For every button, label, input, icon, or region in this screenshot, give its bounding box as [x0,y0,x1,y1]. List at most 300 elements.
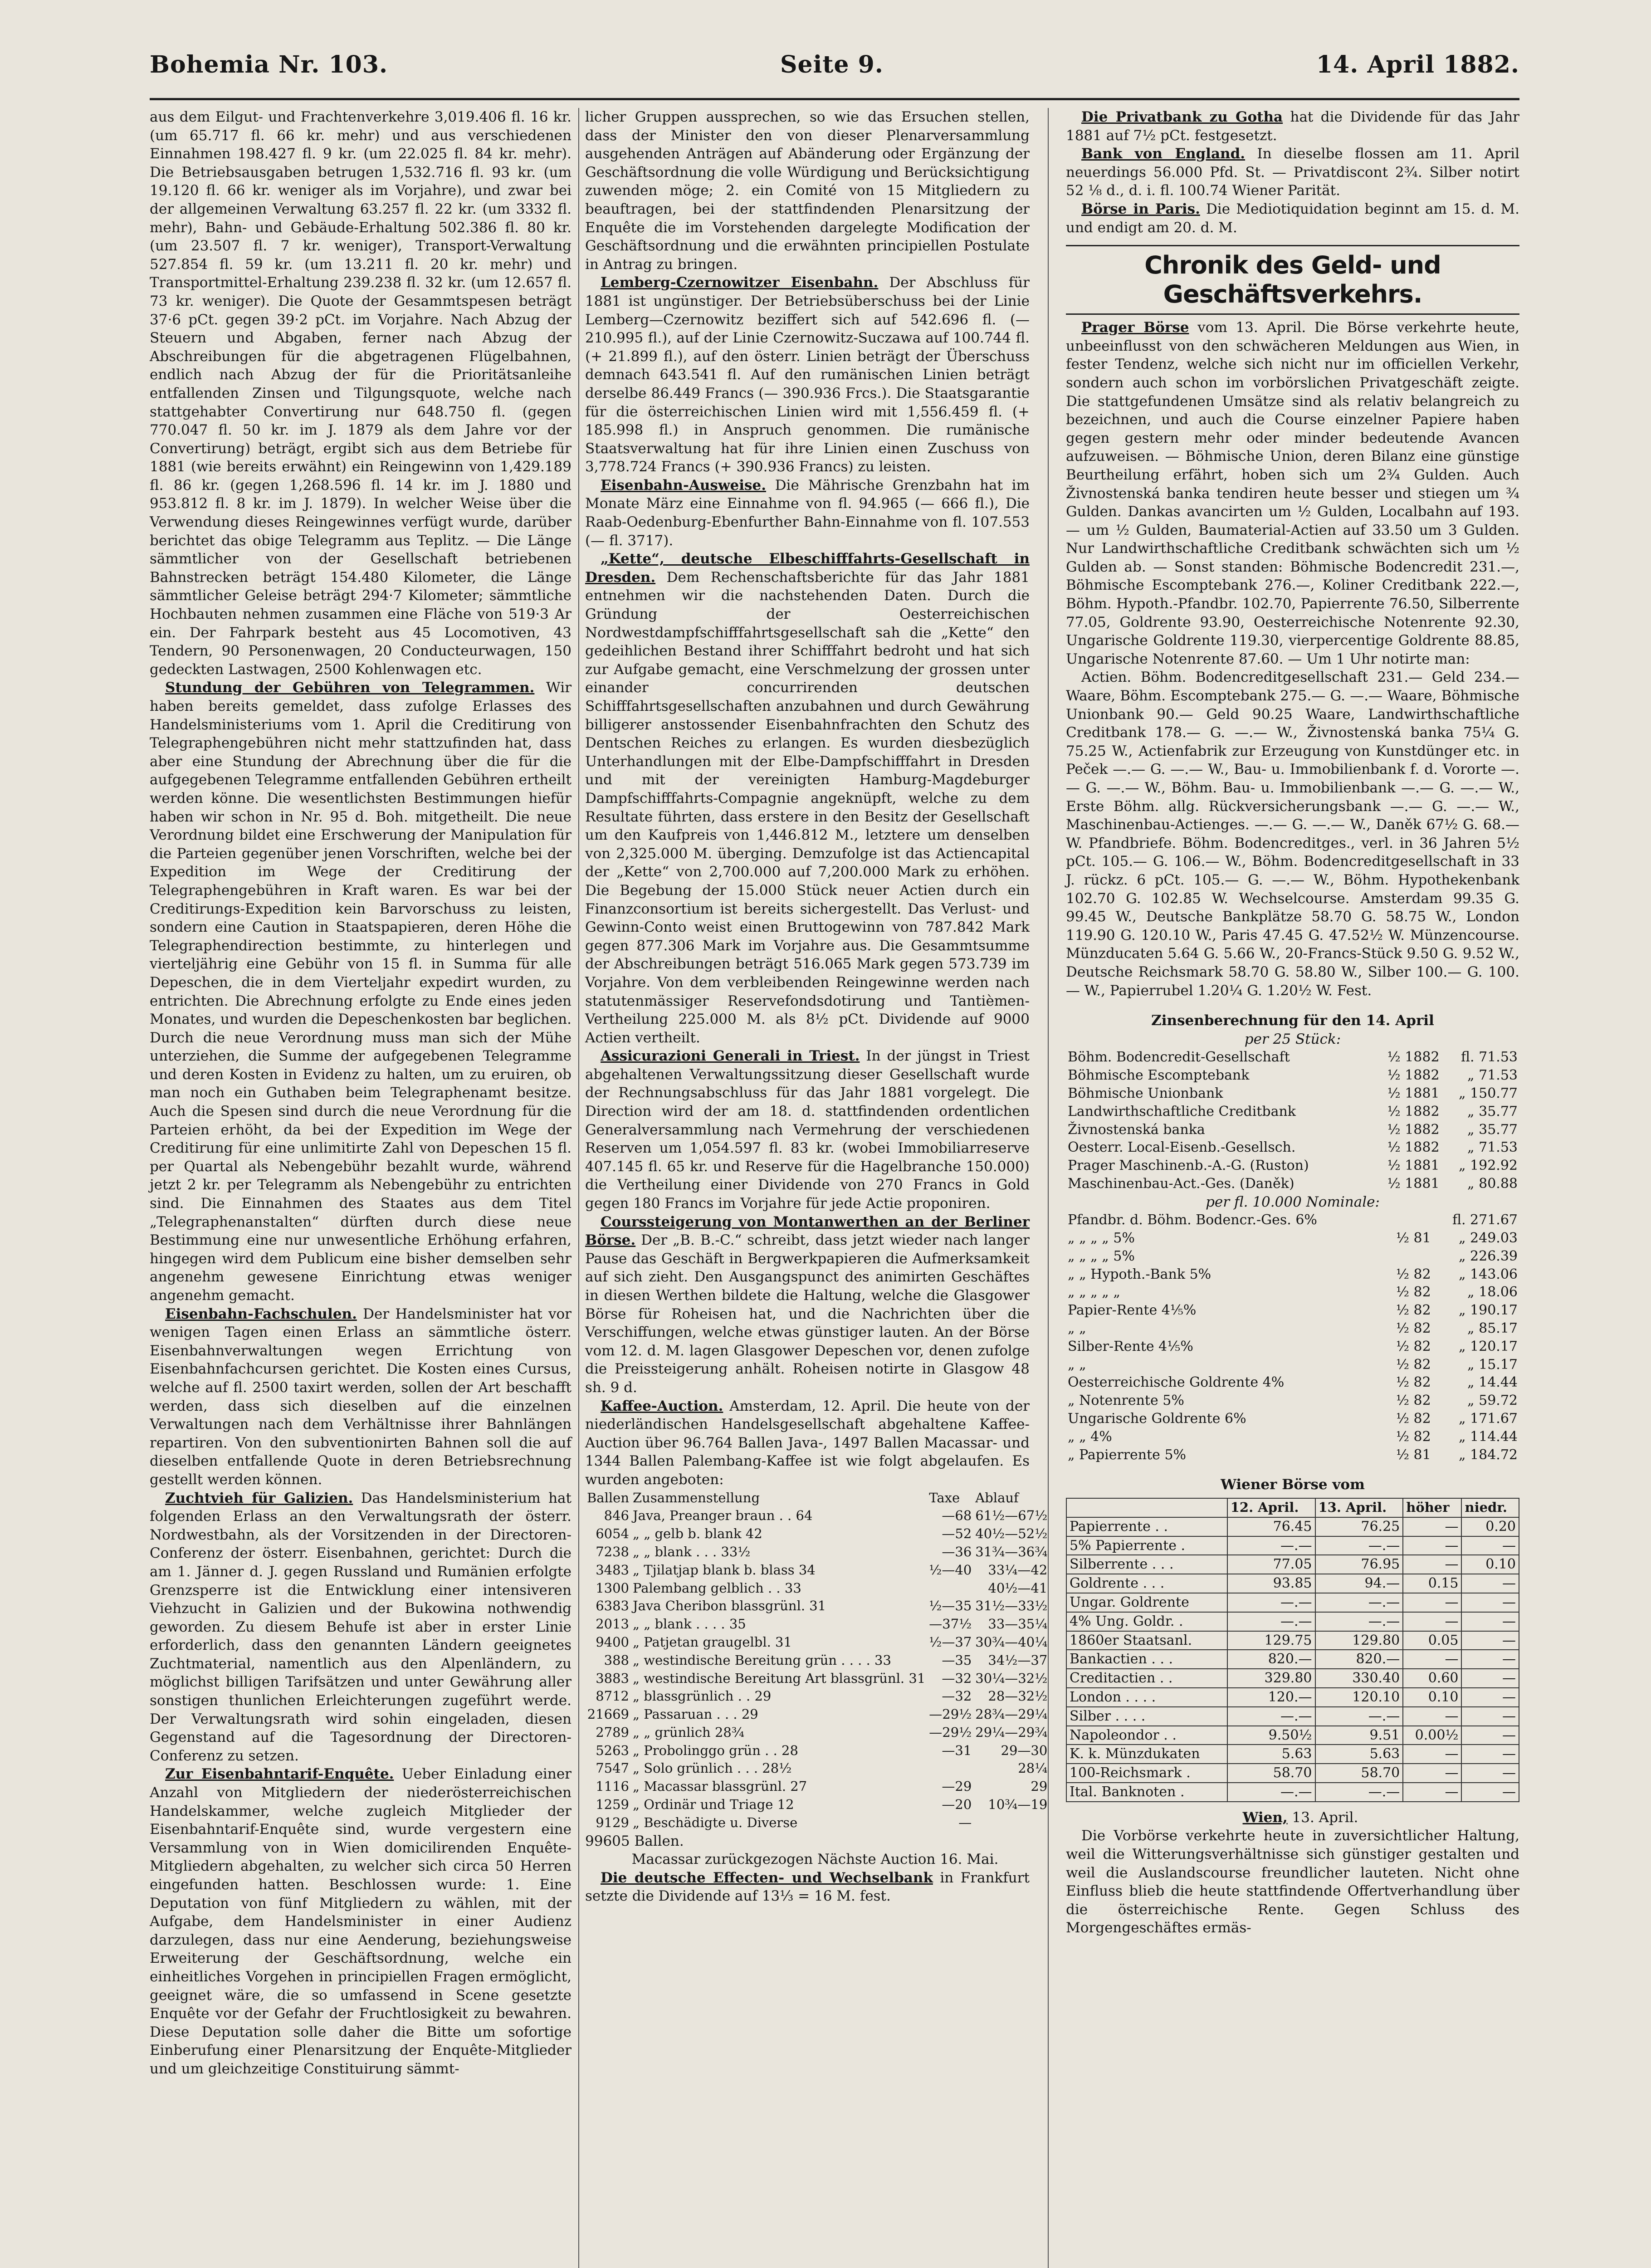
interest-table-bonds [1066,1211,1519,1464]
table-row [1066,1066,1519,1085]
table-cell: —.— [1315,1783,1403,1802]
table-cell: Papierrente . . [1066,1517,1227,1536]
table-cell: ½ 82 [1396,1374,1431,1391]
table-cell: — [1461,1764,1519,1783]
table-cell: „ 143.06 [1458,1266,1518,1282]
table-cell: 4% Ung. Goldr. . [1066,1612,1227,1631]
article-body: Der Abschluss für 1881 ist ungünstiger. Der Betriebsüberschuss bei der Linie Lemberg—Czernowitz beziffert sich auf 542.696 fl. (— 210.995 fl.), auf der Linie Czernowitz-Suczawa auf 100.744 fl. (+ 21.899 fl.), auf den österr. Linien beträgt der Überschuss demnach 643.541 fl. Auf den rumänischen Linien beträgt derselbe 86.449 Francs (— 390.936 Frcs.). Die Staatsgarantie für die österreichischen Linien wird mit 1,556.459 fl. (+ 185.998 fl.) in Anspruch genommen. Die rumänische Staatsverwaltung hat für ihre Linien einen Zuschuss von 3,778.724 Francs (+ 390.936 Francs) zu leisten. [585,274,1030,475]
table-cell [1384,1247,1433,1266]
table-cell: — [1403,1555,1461,1574]
table-header-cell [1066,1498,1227,1517]
article-tariff-enquete [150,1765,572,2078]
table-cell: ½—40 [929,1562,972,1578]
article-heading: Prager Börse [1081,319,1189,336]
table-cell: „ „ Hypoth.-Bank 5% [1068,1266,1211,1282]
column-3 [1066,108,1519,2268]
table-cell: — [1403,1536,1461,1555]
macassar-note: Macassar zurückgezogen Nächste Auction 16. Mai. [631,1851,999,1868]
table-cell: Creditactien . . [1066,1669,1227,1688]
table-cell: 820.— [1315,1650,1403,1669]
table-cell: 31½—33½ [975,1598,1048,1614]
table-cell: „ Patjetan graugelbl. 31 [633,1634,792,1650]
table-cell: —.— [1227,1536,1315,1555]
table-header-cell: 12. April. [1227,1498,1315,1517]
table-row [1066,1211,1519,1229]
table-cell: „ westindische Bereitung grün . . . . 33 [633,1652,891,1668]
table-cell: —31 [942,1742,972,1758]
vienna-bourse-table [1066,1498,1519,1802]
article-body: Die Mediotiquidation beginnt am 15. d. M. und endigt am 20. d. M. [1066,200,1519,236]
table-cell: 5% Papierrente . [1066,1536,1227,1555]
table-row [1066,1103,1519,1121]
table-cell: „ „ [1068,1356,1086,1373]
table-header-cell: Taxe [929,1490,960,1505]
table-cell: ½ 1881 [1387,1158,1440,1174]
table-cell: 40½—41 [988,1580,1048,1596]
table-cell: 93.85 [1227,1574,1315,1593]
article-heading: Stundung der Gebühren von Telegrammen. [165,679,535,696]
table-cell: fl. 271.67 [1452,1212,1518,1228]
table-cell: Java, Preanger braun . . 64 [633,1508,813,1524]
table-cell: 7547 [596,1760,629,1776]
article-heading: Die deutsche Effecten- und Wechselbank [601,1869,933,1886]
table-cell: — [1461,1688,1519,1707]
table-cell: ½ 82 [1396,1428,1431,1445]
table-row [1066,1085,1519,1103]
table-cell: 1860er Staatsanl. [1066,1631,1227,1650]
table-header-cell: Ablauf [975,1490,1019,1505]
issue-date: 14. April 1882. [1316,51,1519,78]
table-cell: ½—35 [929,1598,972,1614]
interest-table-title: Zinsenberechnung für den 14. April [1151,1012,1434,1029]
table-cell: „ „ „ „ 5% [1068,1230,1135,1246]
table-cell: 2789 [596,1724,629,1740]
table-cell: „ 226.39 [1458,1248,1518,1264]
table-row [1066,1612,1519,1631]
table-row [585,1615,1049,1633]
table-row [1066,1338,1519,1356]
newspaper-title: Bohemia Nr. 103. [150,51,388,78]
table-cell: 9.51 [1315,1726,1403,1745]
table-row [1066,1593,1519,1612]
table-cell: —52 [942,1526,972,1542]
table-cell: Živnostenská banka [1068,1121,1205,1138]
table-row [585,1778,1049,1796]
article-breeding-cattle [150,1489,572,1765]
table-cell: Böhm. Bodencredit-Gesellschaft [1068,1049,1290,1066]
table-cell: 5.63 [1315,1745,1403,1764]
table-cell: 29—30 [1001,1742,1048,1758]
table-row [585,1742,1049,1760]
article-body: Dem Rechenschaftsberichte für das Jahr 1881 entnehmen wir die nachstehenden Daten. Durch die Gründung der Oesterreichischen Nordwestdampfschifffahrtsgesellschaft sah die „Kette“ den gedeihlichen Bestand ihrer Schifffahrt bedroht und hat sich zur Aufgabe gemacht, eine Verschmelzung der grossen unter einander concurrirenden deutschen Schifffahrtsgesellschaften anzubahnen und durch Gewährung billigerer anstossender Eisenbahnfrachten den Schutz des Dentschen Reiches zu erlangen. Es wurden diesbezüglich Unterhandlungen mit der Elbe-Dampfschifffahrt in Dresden und mit der vereinigten Hamburg-Magdeburger Dampfschifffahrts-Compagnie angeknüpft, welche zu dem Resultate führten, dass erstere in den Besitz der Gesellschaft um den Kaufpreis von 1,446.812 M., letztere um denselben von 2,325.000 M. überging. Demzufolge ist das Actiencapital der „Kette“ von 2,700.000 auf 7,200.000 Mark zu erhöhen. Die Begebung der 15.000 Stück neuer Actien durch ein Finanzconsortium ist bereits sichergestellt. Das Verlust- und Gewinn-Conto weist einen Bruttogewinn von 787.842 Mark gegen 877.306 Mark im Vorjahre aus. Die Gesammtsumme der Abschreibungen beträgt 516.065 Mark gegen 573.739 im Vorjahre. Von dem verbleibenden Reingewinne werden nach statutenmässiger Reservefondsdotirung und Tantièmen-Vertheilung 225.000 M. als 8½ pCt. Dividende auf 9000 Actien vertheilt. [585,569,1030,1046]
table-cell: — [1461,1726,1519,1745]
table-cell: — [1403,1783,1461,1802]
table-cell: 7238 [596,1544,629,1559]
column-divider [578,108,579,2268]
article-lemberg-czernowitz [585,274,1030,476]
table-cell: — [1403,1745,1461,1764]
table-cell: 76.25 [1315,1517,1403,1536]
table-cell: ½ 1882 [1387,1049,1440,1066]
table-cell: 21669 [587,1706,629,1722]
table-cell: 120.— [1227,1688,1315,1707]
table-cell: 28—32½ [988,1688,1048,1704]
column-divider [1048,108,1049,2268]
table-cell: ½ 82 [1396,1356,1431,1373]
article-continuation: licher Gruppen aussprechen, so wie das Ersuchen stellen, dass der Minister den von dieser Plenarversammlung ausgehenden Anträgen auf Abänderung oder Ergänzung der Geschäftsordnung die volle Würdigung und Berücksichtigung zuwenden möge; 2. ein Comité von 15 Mitgliedern zu beauftragen, bei der stattfindenden Plenarsitzung der Enquête die im Vorstehenden dargelegte Modification der Geschäftsordnung und die erwähnten principiellen Postulate in Antrag zu bringen. [585,109,1030,273]
article-effecten-bank [585,1869,1030,1906]
table-cell: 31¾—36¾ [975,1544,1048,1559]
article-heading: Assicurazioni Generali in Triest. [601,1048,860,1065]
table-cell: Papier-Rente 4⅕% [1068,1302,1197,1319]
table-cell: 0.10 [1461,1555,1519,1574]
table-cell: Böhmische Unionbank [1068,1085,1223,1101]
table-cell: „ 80.88 [1467,1175,1518,1192]
table-cell: 58.70 [1315,1764,1403,1783]
article-heading: „Kette“, deutsche Elbeschifffahrts-Gesellschaft in Dresden. [585,551,1030,586]
table-cell: ½ 82 [1396,1338,1431,1354]
table-cell: 33¼—42 [988,1562,1048,1578]
table-cell: ½ 1881 [1387,1175,1440,1192]
interest-subtitle: per 25 Stück: [1244,1031,1341,1047]
table-cell: 29¼—29¾ [975,1724,1048,1740]
table-cell: „ Probolinggo grün . . 28 [633,1742,798,1758]
table-cell: 76.95 [1315,1555,1403,1574]
table-cell: —68 [942,1508,972,1524]
table-cell: 5.63 [1227,1745,1315,1764]
table-cell [927,1760,973,1778]
table-cell: ½ 81 [1396,1447,1431,1463]
table-cell: Ital. Banknoten . [1066,1783,1227,1802]
table-cell: „ 18.06 [1467,1284,1518,1300]
table-row [1066,1446,1519,1464]
table-cell: — [1403,1517,1461,1536]
table-cell: 6054 [596,1526,629,1542]
table-row [585,1633,1049,1652]
table-cell: —.— [1315,1536,1403,1555]
article-vienna-prebourse: Die Vorbörse verkehrte heute in zuversichtlicher Haltung, weil die Witterungsverhältnisse sich günstiger gestalten und weil die Auslandscourse freundlicher lauteten. Nicht ohne Einfluss blieb die heute stattfindende Offertverhandlung über die österreichische Rente. Gegen Schluss des Morgengeschäftes ermäs- [1066,1828,1519,1936]
article-body: Der Handelsminister hat vor wenigen Tagen einen Erlass an sämmtliche österr. Eisenbahnverwaltungen wegen Errichtung von Eisenbahnfachcursen gerichtet. Die Kosten eines Cursus, welche auf fl. 2500 taxirt werden, sollen der Art beschafft werden, dass sich dieselben auf die einzelnen Verwaltungen nach dem Verhältnisse ihrer Bahnlängen repartiren. Von den subventionirten Bahnen soll die auf dieselben entfallende Quote in deren Betriebsrechnung gestellt werden können. [150,1305,572,1488]
article-body: Das Handelsministerium hat folgenden Erlass an den Verwaltungsrath der österr. Nordwestbahn, als der Vorsitzenden in der Directoren-Conferenz der österr. Eisenbahnen, gerichtet: Durch die am 1. Jänner d. J. gegen Russland und Rumänien erfolgte Grenzsperre ist die Entwicklung einer intensiveren Viehzucht in Galizien und der Bukowina nothwendig geworden. Zu diesem Behufe ist aber in erster Linie erforderlich, dass den genannten Ländern geeignetes Zuchtmaterial, namentlich aus den Alpenländern, zu möglichst billigen Tarifsätzen und unter Gewährung aller sonstigen thunlichen Erleichterungen zugeführt werde. Der Verwaltungsrath wird sohin eingeladen, diesen Gegenstand auf die Tagesordnung der Directoren-Conferenz zu setzen. [150,1490,572,1764]
table-cell: 58.70 [1227,1764,1315,1783]
table-cell: Ungarische Goldrente 6% [1068,1411,1246,1427]
table-row [1066,1517,1519,1536]
table-row [1066,1266,1519,1284]
table-cell: „ Solo grünlich . . . 28½ [633,1760,792,1776]
table-cell: Landwirthschaftliche Creditbank [1068,1103,1296,1119]
table-header-cell: 13. April. [1315,1498,1403,1517]
table-cell: — [1403,1593,1461,1612]
table-cell: —29½ [929,1724,972,1740]
table-cell: Java Cheribon blassgrünl. 31 [633,1598,826,1614]
vienna-dateline [1066,1809,1519,1827]
table-cell: „ Ordinär und Triage 12 [633,1797,794,1813]
table-cell: „ Papierrente 5% [1068,1447,1187,1463]
table-cell: ½ 82 [1396,1302,1431,1319]
table-cell: — [1461,1631,1519,1650]
column-1 [150,108,572,2268]
table-cell: —37½ [929,1616,972,1632]
table-row [1066,1764,1519,1783]
table-header-cell: Zusammenstellung [633,1490,760,1505]
table-cell: 6383 [596,1598,629,1614]
table-row [585,1687,1049,1706]
table-cell: ½ 1881 [1387,1085,1440,1101]
article-heading: Zur Eisenbahntarif-Enquête. [165,1766,394,1783]
article-body: Der „B. B.-C.“ schreibt, dass jetzt wieder nach langer Pause das Geschäft in Bergwerkpapieren die Aufmerksamkeit auf sich zieht. Den Ausgangspunct des animirten Geschäftes in diesen Werthen bildete die Haltung, welche die Glasgower Börse für Roheisen hat, und die Nachrichten über die Verschiffungen, welche etwas günstiger lauten. An der Börse vom 12. d. M. lagen Glasgower Depeschen vor, denen zufolge die Preissteigerung anhält. Roheisen notirte in Glasgow 48 sh. 9 d. [585,1232,1030,1396]
table-cell: Oesterreichische Goldrente 4% [1068,1374,1285,1391]
table-cell: — [1461,1745,1519,1764]
table-header-cell: Ballen [587,1490,629,1505]
coffee-total: 99605 Ballen. [585,1833,684,1849]
table-row [585,1525,1049,1543]
article-bank-of-england [1066,145,1519,200]
table-row [1066,1048,1519,1066]
article-heading: Wien, [1242,1809,1288,1826]
table-header-cell: niedr. [1461,1498,1519,1517]
table-cell [927,1579,973,1598]
article-heading: Kaffee-Auction. [601,1398,723,1414]
table-cell: 1300 [596,1580,629,1596]
table-cell: Silber . . . . [1066,1707,1227,1726]
vienna-bourse-title: Wiener Börse vom [1221,1476,1365,1493]
table-cell: „ „ gelb b. blank 42 [633,1526,762,1542]
table-cell: 3883 [596,1670,629,1686]
table-cell: — [1403,1612,1461,1631]
table-cell: —.— [1227,1707,1315,1726]
table-cell: „ „ „ „ „ [1068,1284,1120,1300]
table-row [585,1670,1049,1688]
article-heading: Bank von England. [1081,146,1246,162]
table-row [1066,1707,1519,1726]
table-cell [1384,1211,1433,1229]
table-cell: 61½—67½ [975,1508,1048,1524]
table-row [1066,1631,1519,1650]
table-cell: Böhmische Escomptebank [1068,1067,1250,1084]
table-cell: „ 71.53 [1467,1139,1518,1156]
table-cell: ½ 1882 [1387,1103,1440,1119]
table-cell: Oesterr. Local-Eisenb.-Gesellsch. [1068,1139,1296,1156]
table-cell: Prager Maschinenb.-A.-G. (Ruston) [1068,1158,1309,1174]
table-cell: 1116 [596,1779,629,1794]
table-row [585,1579,1049,1598]
table-cell: „ 59.72 [1467,1393,1518,1409]
table-row [1066,1175,1519,1193]
article-heading: Börse in Paris. [1081,200,1200,217]
article-kette [585,550,1030,1047]
table-cell: 9129 [596,1814,629,1830]
table-row [1066,1121,1519,1139]
table-row [585,1543,1049,1561]
article-continuation: aus dem Eilgut- und Frachtenverkehre 3,019.406 fl. 16 kr. (um 65.717 fl. 66 kr. mehr) und aus verschiedenen Einnahmen 198.427 fl. 9 kr. (um 22.025 fl. 84 kr. mehr). Die Betriebsausgaben betrugen 1,532.716 fl. 93 kr. (um 19.120 fl. 66 kr. weniger als im Vorjahre), und zwar bei der allgemeinen Verwaltung 63.257 fl. 22 kr. (um 3332 fl. mehr), Bahn- und Gebäude-Erhaltung 502.386 fl. 80 kr. (um 23.507 fl. 7 kr. weniger), Transport-Verwaltung 527.854 fl. 59 kr. (um 13.211 fl. 20 kr. mehr) und Transportmittel-Erhaltung 239.238 fl. 32 kr. (um 12.657 fl. 73 kr. weniger). Die Quote der Gesammtspesen beträgt 37·6 pCt. gegen 39·2 pCt. im Vorjahre. Nach Abzug der Steuern und Abgaben, ferner nach Abzug der Abschreibungen für die abgetragenen Flügelbahnen, endlich nach Abzug der für die Prioritätsanleihe entfallenden Zinsen und Tilgungsquote, welche nach stattgehabter Convertirung nur 648.750 fl. (gegen 770.047 fl. 50 kr. im J. 1879 als dem Jahre vor der Convertirung) beträgt, ergibt sich aus dem Betriebe für 1881 (wie bereits erwähnt) ein Reingewinn von 1,429.189 fl. 86 kr. (gegen 1,268.596 fl. 14 kr. im J. 1880 und 953.812 fl. 8 kr. im J. 1879). In welcher Weise über die Verwendung dieses Reingewinnes verfügt wurde, darüber berichtet das obige Telegramm aus Teplitz. — Die Länge sämmtlicher von der Gesellschaft betriebenen Bahnstrecken beträgt 154.480 Kilometer, die Länge sämmtlicher Geleise beträgt 294·7 Kilometer; sämmtliche Hochbauten nehmen zusammen eine Fläche von 519·3 Ar ein. Der Fahrpark besteht aus 45 Locomotiven, 43 Tendern, 90 Personenwagen, 20 Conducteurwagen, 150 gedeckten Lastwagen, 2500 Kohlenwagen etc. [150,109,572,678]
page-header [150,51,1519,88]
table-cell: „ 85.17 [1467,1320,1518,1337]
table-cell: — [1403,1707,1461,1726]
table-cell: ½ 1882 [1387,1067,1440,1084]
table-cell: Palembang gelblich . . 33 [633,1580,801,1596]
article-body: In der jüngst in Triest abgehaltenen Verwaltungssitzung dieser Gesellschaft wurde der Rechnungsabschluss für das Jahr 1881 vorgelegt. Die Direction wird der am 18. d. stattfindenden ordentlichen Generalversammlung nach Vermehrung der verschiedenen Reserven um 1,054.597 fl. 83 kr. (wobei Immobiliarreserve 407.145 fl. 65 kr. und Reserve für die Hagelbranche 150.000) die Vertheilung einer Dividende von 270 Francs in Gold gegen 180 Francs im Vorjahre für jede Actie proponiren. [585,1048,1030,1212]
table-cell: „ 192.92 [1458,1158,1518,1174]
table-cell: 129.75 [1227,1631,1315,1650]
table-cell: 34½—37 [988,1652,1048,1668]
table-cell: „ „ 4% [1068,1428,1112,1445]
table-cell: 77.05 [1227,1555,1315,1574]
table-cell: London . . . . [1066,1688,1227,1707]
article-coffee-auction [585,1397,1030,1489]
table-row [1066,1536,1519,1555]
table-cell: 820.— [1227,1650,1315,1669]
article-body: Amsterdam, 12. April. Die heute von der niederländischen Handelsgesellschaft abgehaltene Kaffee-Auction über 96.764 Ballen Java-, 1497 Ballen Macassar- und 1344 Ballen Palembang-Kaffee ist wie folgt abgelaufen. Es wurden angeboten: [585,1398,1030,1488]
table-cell: fl. 71.53 [1461,1049,1518,1066]
table-cell: —.— [1315,1593,1403,1612]
table-cell: —.— [1315,1707,1403,1726]
table-row [1066,1745,1519,1764]
table-cell: Napoleondor . . [1066,1726,1227,1745]
table-cell: — [1461,1574,1519,1593]
table-row [1066,1283,1519,1301]
table-cell: 5263 [596,1742,629,1758]
table-row [1066,1139,1519,1157]
table-cell: —36 [942,1544,972,1559]
table-cell: ½ 1882 [1387,1121,1440,1138]
article-body: vom 13. April. Die Börse verkehrte heute, unbeeinflusst von den schwächeren Meldungen aus Wien, in fester Tendenz, welche sich nicht nur im officiellen Verkehr, sondern auch schon im vorbörslichen Privatgeschäft zeigte. Die stattgefundenen Umsätze sind als relativ belangreich zu bezeichnen, und auch die Course einzelner Papiere haben gegen gestern mehr oder minder bedeutende Avancen aufzuweisen. — Böhmische Union, deren Bilanz eine günstige Beurtheilung erfährt, hoben sich um 2¾ Gulden. Auch Živnostenská banka tendiren heute besser und stiegen um ¾ Gulden. Dankas avancirten um ½ Gulden, Localbahn auf 193.— um ½ Gulden, Baumaterial-Actien auf 33.50 um 3 Gulden. Nur Landwirthschaftliche Creditbank schwächten sich um ½ Gulden ab. — Sonst standen: Böhmische Bodencredit 231.—, Böhmische Escomptebank 276.—, Koliner Creditbank 222.—, Böhm. Hypoth.-Pfandbr. 102.70, Papierrente 76.50, Silberrente 77.05, Goldrente 93.90, Oesterreichische Notenrente 92.30, Ungarische Goldrente 119.30, vierpercentige Goldrente 88.85, Ungarische Notenrente 87.60. — Um 1 Uhr notirte man: [1066,319,1520,667]
table-cell: „ Passaruan . . . 29 [633,1706,758,1722]
table-row [585,1724,1049,1742]
article-body: Wir haben bereits gemeldet, dass zufolge Erlasses des Handelsministeriums vom 1. April die Creditirung von Telegraphengebühren nicht mehr stattzufinden hat, dass aber eine Stundung der Abrechnung über die für die aufgegebenen Telegramme entfallenden Gebühren ertheilt werden könne. Die wesentlichsten Bestimmungen hiefür haben wir schon in Nr. 95 d. Boh. mitgetheilt. Die neue Verordnung bildet eine Erschwerung der Manipulation für die Parteien gegenüber jenen Vorschriften, welche bei der Expedition im Wege der Creditirung der Telegraphengebühren in Kraft waren. Es war bei der Creditirungs-Expedition kein Barvorschuss zu leisten, sondern eine Caution in Staatspapieren, deren Höhe die Telegraphendirection bestimmte, zu hinterlegen und vierteljährig eine Gebühr von 15 fl. in Summa für alle Depeschen, die in dem Vierteljahr expedirt wurden, zu entrichten. Die Abrechnung erfolgte zu Ende eines jeden Monates, und wurden die Depeschenkosten bar beglichen. Durch die neue Verordnung muss man sich der Mühe unterziehen, die Summe der aufgegebenen Telegramme und deren Kosten in Evidenz zu halten, um zu eruiren, ob man noch ein Guthaben beim Telegraphenamt besitze. Auch die Spesen sind durch die neue Verordnung für die Parteien erhöht, da bei der Expedition im Wege der Creditirung für eine unlimitirte Zahl von Depeschen 15 fl. per Quartal als Nebengebühr bezahlt wurde, während jetzt 2 kr. per Telegramm als Nebengebühr zu entrichten sind. Die Einnahmen des Staates aus dem Titel „Telegraphenanstalten“ dürften durch diese neue Bestimmung eine nur unwesentliche Erhöhung erfahren, hingegen wird dem Publicum eine bisher demselben sehr angenehm gewesene Einrichtung etwas weniger angenehm gemacht. [150,679,572,1304]
table-row [1066,1650,1519,1669]
table-cell: — [1461,1707,1519,1726]
table-cell: —.— [1227,1593,1315,1612]
table-cell: 3483 [596,1562,629,1578]
table-cell: Silberrente . . . [1066,1555,1227,1574]
table-cell: — [1461,1593,1519,1612]
table-row [585,1760,1049,1778]
table-cell: 40½—52½ [975,1526,1048,1542]
table-cell: „ Beschädigte u. Diverse [633,1814,798,1830]
table-cell: 0.00½ [1403,1726,1461,1745]
article-heading: Die Privatbank zu Gotha [1081,109,1283,125]
table-cell: —29½ [929,1706,972,1722]
article-gotha-bank [1066,108,1519,145]
table-cell: „ 184.72 [1458,1447,1518,1463]
table-cell: — [1461,1536,1519,1555]
table-row [1066,1392,1519,1410]
table-row [585,1706,1049,1724]
table-cell: —32 [942,1670,972,1686]
quotes-paragraph: Actien. Böhm. Bodencreditgesellschaft 231.— Geld 234.— Waare, Böhm. Escomptebank 275.— G. —.— Waare, Böhmische Unionbank 90.— Geld 90.25 Waare, Landwirthschaftliche Creditbank 178.— G. —.— W., Živnostenská banka 75¼ G. 75.25 W., Actienfabrik zur Erzeugung von Kunstdünger etc. in Peček —.— G. —.— W., Bau- u. Immobilienbank f. d. Vororte —.— G. —.— W., Böhm. Bau- u. Immobilienbank —.— G. —.— W., Erste Böhm. allg. Rückversicherungsbank —.— G. —.— W., Maschinenbau-Actienges. —.— G. —.— W., Daněk 67½ G. 68.— W. Pfandbriefe. Böhm. Bodencreditges., verl. in 36 Jahren 5½ pCt. 105.— G. 106.— W., Böhm. Bodencreditgesellschaft in 33 J. rückz. 6 pCt. 105.— G. —.— W., Böhm. Hypothekenbank 102.70 G. 102.85 W. Wechselcourse. Amsterdam 99.35 G. 99.45 W., Deutsche Bankplätze 58.70 G. 58.75 W., London 119.90 G. 120.10 W., Paris 47.45 G. 47.52½ W. Münzencourse. Münzducaten 5.64 G. 5.66 W., 20-Francs-Stück 9.50 G. 9.52 W., Deutsche Reichsmark 58.70 G. 58.80 W., Silber 100.— G. 100.— W., Papierrubel 1.20¼ G. 1.20½ W. Fest. [1066,669,1519,999]
table-row [1066,1428,1519,1446]
table-header-cell: höher [1403,1498,1461,1517]
article-body: hat die Dividende für das Jahr 1881 auf 7½ pCt. festgesetzt. [1066,109,1519,144]
table-cell: — [1461,1650,1519,1669]
table-cell: — [1403,1650,1461,1669]
table-cell: Maschinenbau-Act.-Ges. (Daněk) [1068,1175,1294,1192]
article-body: Ueber Einladung einer Anzahl von Mitgliedern der niederösterreichischen Handelskammer, welche zugleich Mitglieder der Eisenbahntarif-Enquête sind, wurde vergestern eine Versammlung von in Wien domicilirenden Enquête-Mitgliedern abgehalten, zu welcher sich circa 50 Herren eingefunden hatten. Beschlossen wurde: 1. Eine Deputation von fünf Mitgliedern zu wählen, mit der Aufgabe, dem Handelsminister in einer Audienz darzulegen, dass nur eine Aenderung, beziehungsweise Erweiterung der Geschäftsordnung, welche ein einheitliches Vorgehen in principiellen Fragen ermöglicht, geeignet wäre, die so umfassend in Scene gesetzte Enquête vor der Gefahr der Fruchtlosigkeit zu bewahren. Diese Deputation solle daher die Bitte um sofortige Einberufung einer Plenarsitzung der Enquête-Mitglieder und um gleichzeitige Constituirung sämmt- [150,1766,572,2077]
table-cell: „ 120.17 [1458,1338,1518,1354]
article-heading: Zuchtvieh für Galizien. [165,1490,353,1506]
table-cell: „ blassgrünlich . . 29 [633,1688,772,1704]
table-row [585,1507,1049,1525]
interest-table-shares [1066,1048,1519,1193]
table-cell: — [1461,1669,1519,1688]
table-cell: 33—35¼ [988,1616,1048,1632]
table-cell: 9.50½ [1227,1726,1315,1745]
table-cell: 30¼—32½ [975,1670,1048,1686]
table-cell: ½—37 [929,1634,972,1650]
table-cell: „ 15.17 [1467,1356,1518,1373]
table-cell: Silber-Rente 4⅕% [1068,1338,1193,1354]
table-header-row [1066,1498,1519,1517]
article-assicurazioni [585,1047,1030,1212]
table-cell: „ „ [1068,1320,1086,1337]
table-cell: —20 [942,1797,972,1813]
table-cell: ½ 1882 [1387,1139,1440,1156]
table-row [585,1561,1049,1579]
table-cell: „ „ grünlich 28¾ [633,1724,744,1740]
table-cell: „ „ blank . . . . 35 [633,1616,746,1632]
table-cell: 1259 [596,1797,629,1813]
table-cell: K. k. Münzdukaten [1066,1745,1227,1764]
table-cell: „ 14.44 [1467,1374,1518,1391]
table-row [1066,1374,1519,1392]
article-railway-schools [150,1305,572,1489]
article-paris-bourse [1066,200,1519,237]
table-cell: „ „ „ „ 5% [1068,1248,1135,1264]
article-body: in Frankfurt setzte die Dividende auf 13⅓ = 16 M. fest. [585,1869,1030,1905]
article-heading: Eisenbahn-Ausweise. [601,477,767,494]
table-cell: Bankactien . . . [1066,1650,1227,1669]
table-cell: 120.10 [1315,1688,1403,1707]
article-heading: Eisenbahn-Fachschulen. [165,1305,357,1322]
table-row [1066,1301,1519,1320]
table-cell: 30¾—40¼ [975,1634,1048,1650]
table-cell: 76.45 [1227,1517,1315,1536]
table-cell: Pfandbr. d. Böhm. Bodencr.-Ges. 6% [1068,1212,1317,1228]
table-cell: „ 114.44 [1458,1428,1518,1445]
article-heading: Courssteigerung von Montanwerthen an der Berliner Börse. [585,1213,1030,1249]
article-telegram-fees [150,679,572,1305]
table-cell: „ 171.67 [1458,1411,1518,1427]
article-railway-returns [585,476,1030,550]
table-cell: „ 249.03 [1458,1230,1518,1246]
table-cell: „ Macassar blassgrünl. 27 [633,1779,807,1794]
table-cell: 28¼ [1018,1760,1048,1776]
article-body: Die Mährische Grenzbahn hat im Monate März eine Einnahme von fl. 94.965 (— 666 fl.), Die Raab-Oedenburg-Ebenfurther Bahn-Einnahme von fl. 107.553 (— fl. 3717). [585,477,1030,549]
table-cell: —.— [1227,1783,1315,1802]
article-prague-bourse [1066,318,1519,668]
table-cell: 10¾—19 [988,1797,1048,1813]
table-row [1066,1356,1519,1374]
table-header-row [585,1489,1049,1507]
table-cell: —29 [942,1779,972,1794]
table-row [1066,1229,1519,1247]
table-row [1066,1320,1519,1338]
table-row [1066,1726,1519,1745]
table-cell: „ „ blank . . . 33½ [633,1544,751,1559]
article-montan [585,1213,1030,1397]
table-cell: Ungar. Goldrente [1066,1593,1227,1612]
table-cell: 9400 [596,1634,629,1650]
table-cell: — [1403,1764,1461,1783]
table-cell: 94.— [1315,1574,1403,1593]
table-cell: ½ 82 [1396,1320,1431,1337]
table-row [1066,1783,1519,1802]
table-cell: —.— [1227,1612,1315,1631]
table-cell: 0.15 [1403,1574,1461,1593]
table-cell: 0.60 [1403,1669,1461,1688]
table-cell: 129.80 [1315,1631,1403,1650]
table-cell: 100-Reichsmark . [1066,1764,1227,1783]
